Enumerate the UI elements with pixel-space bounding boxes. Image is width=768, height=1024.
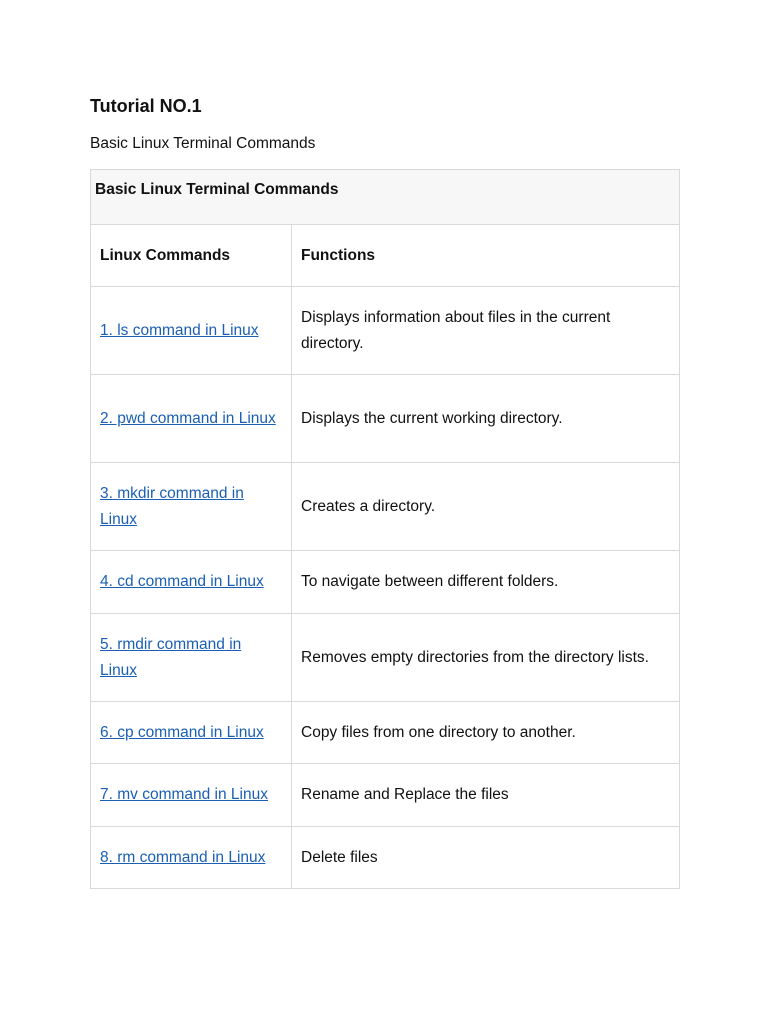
function-cell: Removes empty directories from the directory lists. xyxy=(292,614,680,702)
table-row xyxy=(91,551,680,614)
table-row xyxy=(91,702,680,764)
function-cell: Delete files xyxy=(292,827,680,889)
command-cell xyxy=(91,463,292,551)
table-header-row xyxy=(91,225,680,287)
command-link-cd[interactable]: 4. cd command in Linux xyxy=(100,573,264,590)
command-link-rmdir[interactable]: 5. rmdir command in Linux xyxy=(100,635,242,679)
table-caption-row xyxy=(91,170,680,225)
command-link-pwd[interactable]: 2. pwd command in Linux xyxy=(100,409,276,427)
function-cell: Rename and Replace the files xyxy=(292,764,680,827)
page-title: Tutorial NO.1 xyxy=(90,96,202,116)
function-cell: Creates a directory. xyxy=(292,463,680,551)
table-row xyxy=(91,614,680,702)
page-subtitle: Basic Linux Terminal Commands xyxy=(90,135,316,152)
command-cell xyxy=(91,702,292,764)
command-cell xyxy=(91,287,292,375)
table-row xyxy=(91,463,680,551)
command-cell xyxy=(91,614,292,702)
commands-table xyxy=(90,169,680,889)
command-link-rm[interactable]: 8. rm command in Linux xyxy=(100,848,266,866)
command-cell xyxy=(91,551,292,614)
table-row xyxy=(91,375,680,463)
header-linux-commands: Linux Commands xyxy=(91,225,292,287)
table-caption-text: Basic Linux Terminal Commands xyxy=(95,181,339,198)
command-link-cp[interactable]: 6. cp command in Linux xyxy=(100,723,264,741)
command-link-mkdir[interactable]: 3. mkdir command in Linux xyxy=(100,484,244,528)
table-row xyxy=(91,287,680,375)
function-cell: Displays information about files in the current directory. xyxy=(292,287,680,375)
function-cell: Displays the current working directory. xyxy=(292,375,680,463)
command-cell xyxy=(91,375,292,463)
command-cell xyxy=(91,827,292,889)
table-row xyxy=(91,764,680,827)
table-caption xyxy=(91,170,680,225)
function-cell: Copy files from one directory to another. xyxy=(292,702,680,764)
command-link-mv[interactable]: 7. mv command in Linux xyxy=(100,786,268,803)
command-cell xyxy=(91,764,292,827)
command-link-ls[interactable]: 1. ls command in Linux xyxy=(100,321,259,339)
header-functions: Functions xyxy=(292,225,680,287)
function-cell: To navigate between different folders. xyxy=(292,551,680,614)
table-row xyxy=(91,827,680,889)
